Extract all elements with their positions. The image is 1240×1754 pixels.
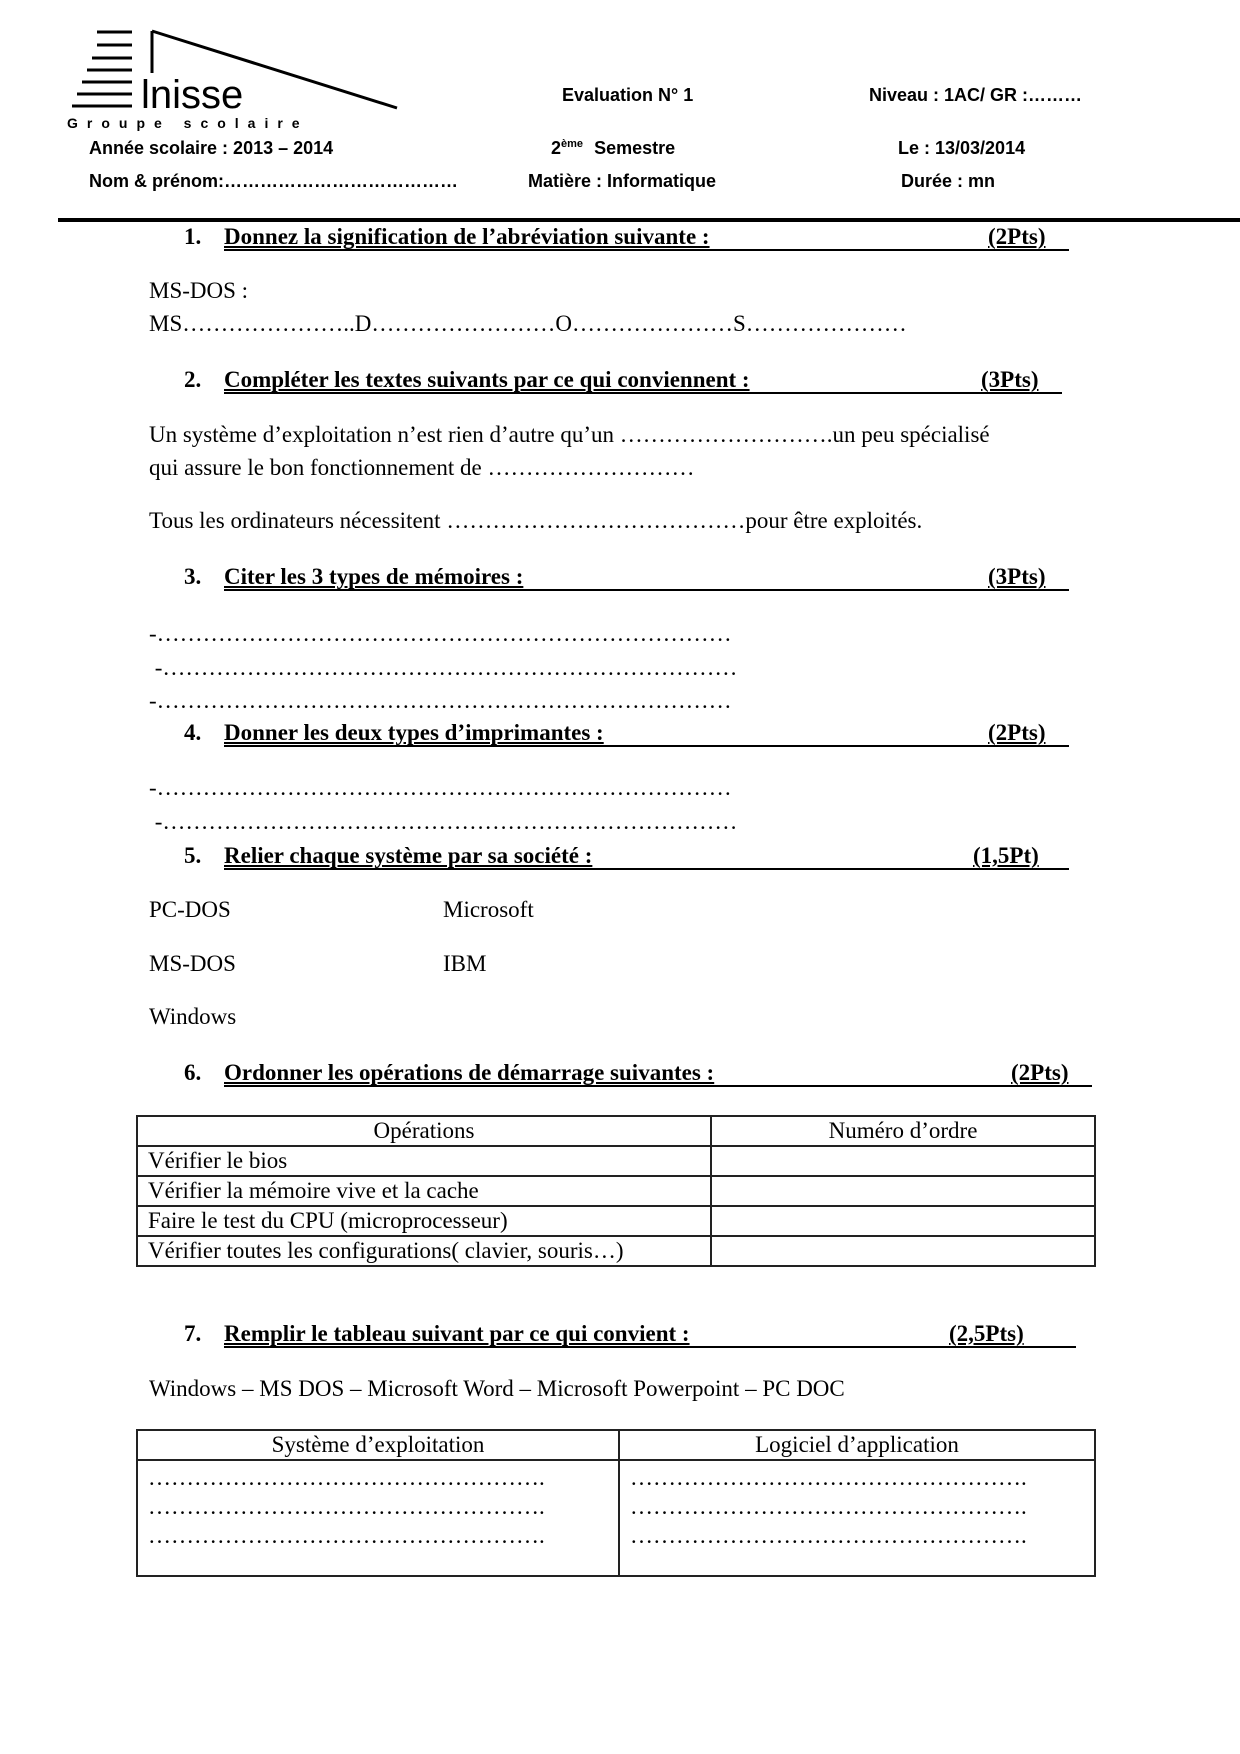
q1-label: MS-DOS : [149, 278, 249, 303]
table-header-row [137, 1430, 1095, 1460]
q3-answer-line: -………………………………………………………………… [149, 655, 738, 680]
question-number: 3. [184, 564, 202, 589]
company-item: IBM [443, 951, 487, 976]
question-number: 2. [184, 367, 202, 392]
q2-text-line-3: Tous les ordinateurs nécessitent …………………………………pour être exploités. [149, 508, 923, 533]
question-title: Ordonner les opérations de démarrage suivantes : [224, 1060, 1092, 1087]
question-points: (2Pts) [1011, 1060, 1069, 1085]
column-header: Système d’exploitation [137, 1430, 619, 1460]
column-header: Logiciel d’application [619, 1430, 1095, 1460]
evaluation-number: Evaluation N° 1 [562, 85, 694, 105]
question-number: 7. [184, 1321, 202, 1346]
answer-line: ……………………………………………. [630, 1494, 1027, 1519]
question-points: (1,5Pt) [973, 843, 1039, 868]
question-title: Donner les deux types d’imprimantes : [224, 720, 1069, 747]
name-field: Nom & prénom:………………………………… [89, 171, 458, 191]
column-header: Numéro d’ordre [711, 1116, 1095, 1146]
system-item: PC-DOS [149, 897, 231, 922]
semester [551, 138, 675, 159]
question-2-heading [184, 367, 1039, 393]
order-number-cell[interactable] [711, 1206, 1095, 1236]
answer-line: ……………………………………………. [630, 1523, 1027, 1548]
answer-line: ……………………………………………. [148, 1494, 545, 1519]
svg-text:lnisse: lnisse [141, 73, 244, 117]
question-points: (2,5Pts) [949, 1321, 1024, 1346]
q2-text-line-2: qui assure le bon fonctionnement de ……………………… [149, 455, 695, 480]
question-title: Relier chaque système par sa société : [224, 843, 1069, 870]
q1-answer-line: MS…………………..D……………………O…………………S………………… [149, 311, 907, 336]
table-row [137, 1236, 1095, 1266]
semester-number: 2 [551, 138, 562, 158]
software-list: Windows – MS DOS – Microsoft Word – Microsoft Powerpoint – PC DOC [149, 1376, 845, 1401]
system-item: Windows [149, 1004, 237, 1029]
table-header-row [137, 1116, 1095, 1146]
question-points: (3Pts) [981, 367, 1039, 392]
question-number: 5. [184, 843, 202, 868]
question-1-heading [184, 224, 1046, 250]
q2-text-line-1: Un système d’exploitation n’est rien d’autre qu’un ……………………….un peu spécialisé [149, 422, 990, 447]
school-logo [67, 28, 457, 133]
answer-line: ……………………………………………. [630, 1465, 1027, 1490]
os-answer-cell[interactable] [137, 1460, 619, 1576]
question-4-heading [184, 720, 1046, 746]
niveau-field: Niveau : 1AC/ GR :……… [869, 85, 1083, 105]
order-number-cell[interactable] [711, 1176, 1095, 1206]
system-item: MS-DOS [149, 951, 236, 976]
column-header: Opérations [137, 1116, 711, 1146]
operation-cell: Faire le test du CPU (microprocesseur) [137, 1206, 711, 1236]
answer-line: ……………………………………………. [148, 1523, 545, 1548]
question-7-heading [184, 1321, 1024, 1347]
question-number: 1. [184, 224, 202, 249]
table-row [137, 1176, 1095, 1206]
table-row [137, 1146, 1095, 1176]
q3-answer-line: -………………………………………………………………… [149, 688, 732, 713]
order-number-cell[interactable] [711, 1146, 1095, 1176]
question-6-heading [184, 1060, 1069, 1086]
app-answer-cell[interactable] [619, 1460, 1095, 1576]
answer-line: ……………………………………………. [148, 1465, 545, 1490]
company-item: Microsoft [443, 897, 534, 922]
question-title: Citer les 3 types de mémoires : [224, 564, 1069, 591]
question-5-heading [184, 843, 1039, 869]
question-3-heading [184, 564, 1046, 590]
q4-answer-line: -………………………………………………………………… [149, 809, 738, 834]
operation-cell: Vérifier la mémoire vive et la cache [137, 1176, 711, 1206]
question-number: 4. [184, 720, 202, 745]
duration: Durée : mn [901, 171, 996, 191]
header-divider [58, 218, 1240, 222]
operations-table [136, 1115, 1096, 1267]
semester-sup: ème [561, 138, 584, 150]
question-points: (2Pts) [988, 720, 1046, 745]
table-row [137, 1460, 1095, 1576]
question-points: (2Pts) [988, 224, 1046, 249]
question-title: Compléter les textes suivants par ce qui conviennent : [224, 367, 1062, 394]
q4-answer-line: -………………………………………………………………… [149, 775, 732, 800]
question-points: (3Pts) [988, 564, 1046, 589]
question-title: Donnez la signification de l’abréviation suivante : [224, 224, 1069, 251]
order-number-cell[interactable] [711, 1236, 1095, 1266]
school-year: Année scolaire : 2013 – 2014 [89, 138, 334, 158]
operation-cell: Vérifier toutes les configurations( clavier, souris…) [137, 1236, 711, 1266]
table-row [137, 1206, 1095, 1236]
operation-cell: Vérifier le bios [137, 1146, 711, 1176]
svg-text:Groupe scolaire: Groupe scolaire [67, 115, 309, 131]
semester-label: Semestre [594, 138, 676, 158]
exam-date: Le : 13/03/2014 [898, 138, 1026, 158]
question-title: Remplir le tableau suivant par ce qui convient : [224, 1321, 1076, 1348]
subject: Matière : Informatique [528, 171, 717, 191]
classification-table [136, 1429, 1096, 1577]
question-number: 6. [184, 1060, 202, 1085]
q3-answer-line: -………………………………………………………………… [149, 621, 732, 646]
